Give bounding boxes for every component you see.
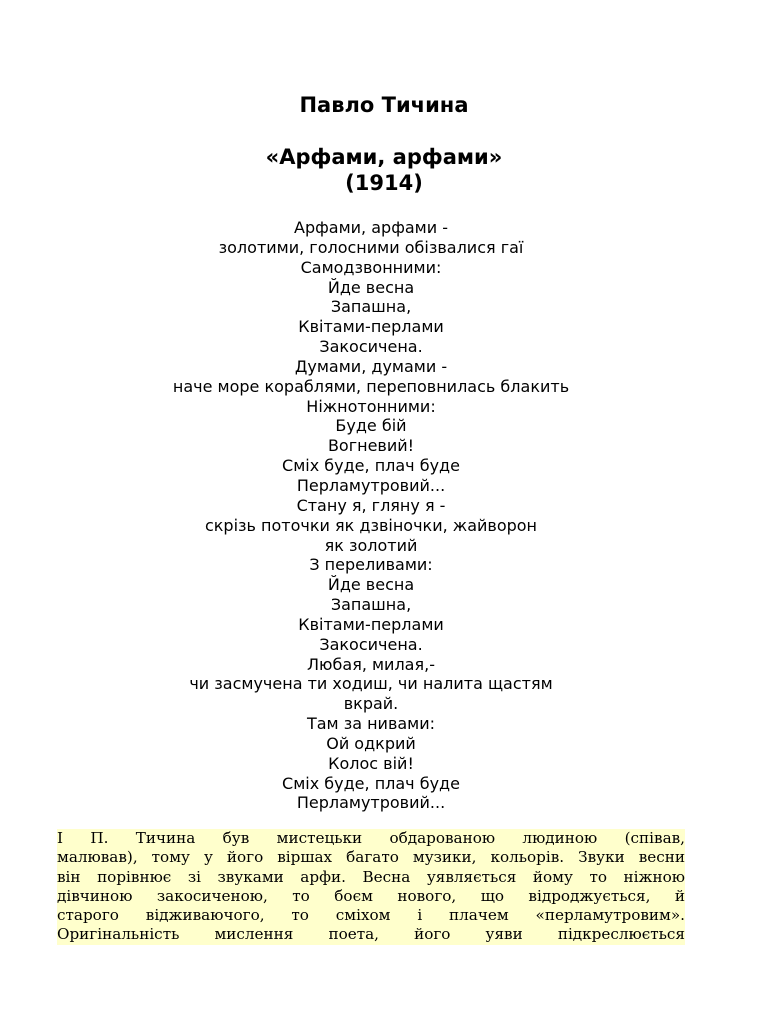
poem-line: Сміх буде, плач буде [282, 456, 460, 476]
poem-year: (1914) [345, 171, 423, 195]
poem-line: Йде весна [327, 575, 415, 595]
poem-line: Вогневий! [327, 436, 415, 456]
poem-line: як золотий [324, 535, 418, 555]
poem-line: наче море кораблями, переповнилась блакить [172, 376, 570, 396]
commentary-line: старого відживаючого, то сміхом і плачем «перламутровим». [57, 906, 685, 925]
poem-line: Там за нивами: [306, 714, 436, 734]
poem-line: Ніжнотонними: [306, 396, 436, 416]
poem-line: Самодзвонними: [300, 257, 442, 277]
commentary-line: дівчиною закосиченою, то боєм нового, що відроджується, й [57, 886, 685, 905]
poem-line: Запашна, [330, 595, 412, 615]
poem-line: Закосичена. [319, 337, 423, 357]
poem-line: Стану я, гляну я - [296, 495, 446, 515]
poem-line: Сміх буде, плач буде [282, 773, 460, 793]
poem-line: Колос вій! [328, 753, 414, 773]
poem-line: Квітами-перлами [298, 317, 444, 337]
commentary-line: малював), тому у його віршах багато музики, кольорів. Звуки весни [57, 848, 685, 867]
poem-line: Любая, милая,- [307, 654, 435, 674]
poem-line: золотими, голосними обізвалися гаї [218, 237, 524, 257]
commentary-paragraph [57, 829, 685, 945]
commentary-line: І П. Тичина був мистецьки обдарованою людиною (співав, [57, 829, 685, 847]
poem-line: Запашна, [330, 297, 412, 317]
poem-line: Перламутровий... [296, 475, 446, 495]
poem-line: Квітами-перлами [298, 614, 444, 634]
poem-text [0, 218, 742, 813]
poem-line: скрізь поточки як дзвіночки, жайворон [204, 515, 538, 535]
poem-title-block [0, 144, 768, 196]
poem-line: Йде весна [327, 277, 415, 297]
poem-line: Думами, думами - [294, 356, 448, 376]
commentary-line: він порівнює зі звуками арфи. Весна уявляється йому то ніжною [57, 867, 685, 886]
poem-line: Ой одкрий [326, 733, 416, 753]
commentary-line: Оригінальність мислення поета, його уяви підкреслюється [57, 925, 685, 944]
poem-line: З переливами: [309, 555, 433, 575]
poem-line: Закосичена. [319, 634, 423, 654]
poem-line: вкрай. [343, 694, 399, 714]
poem-line: Перламутровий... [296, 793, 446, 813]
author-name: Павло Тичина [299, 93, 469, 117]
poem-line: Арфами, арфами - [294, 218, 448, 237]
poem-line: чи засмучена ти ходиш, чи налита щастям [189, 674, 553, 694]
poem-title: «Арфами, арфами» [265, 145, 503, 169]
poem-line: Буде бій [335, 416, 407, 436]
